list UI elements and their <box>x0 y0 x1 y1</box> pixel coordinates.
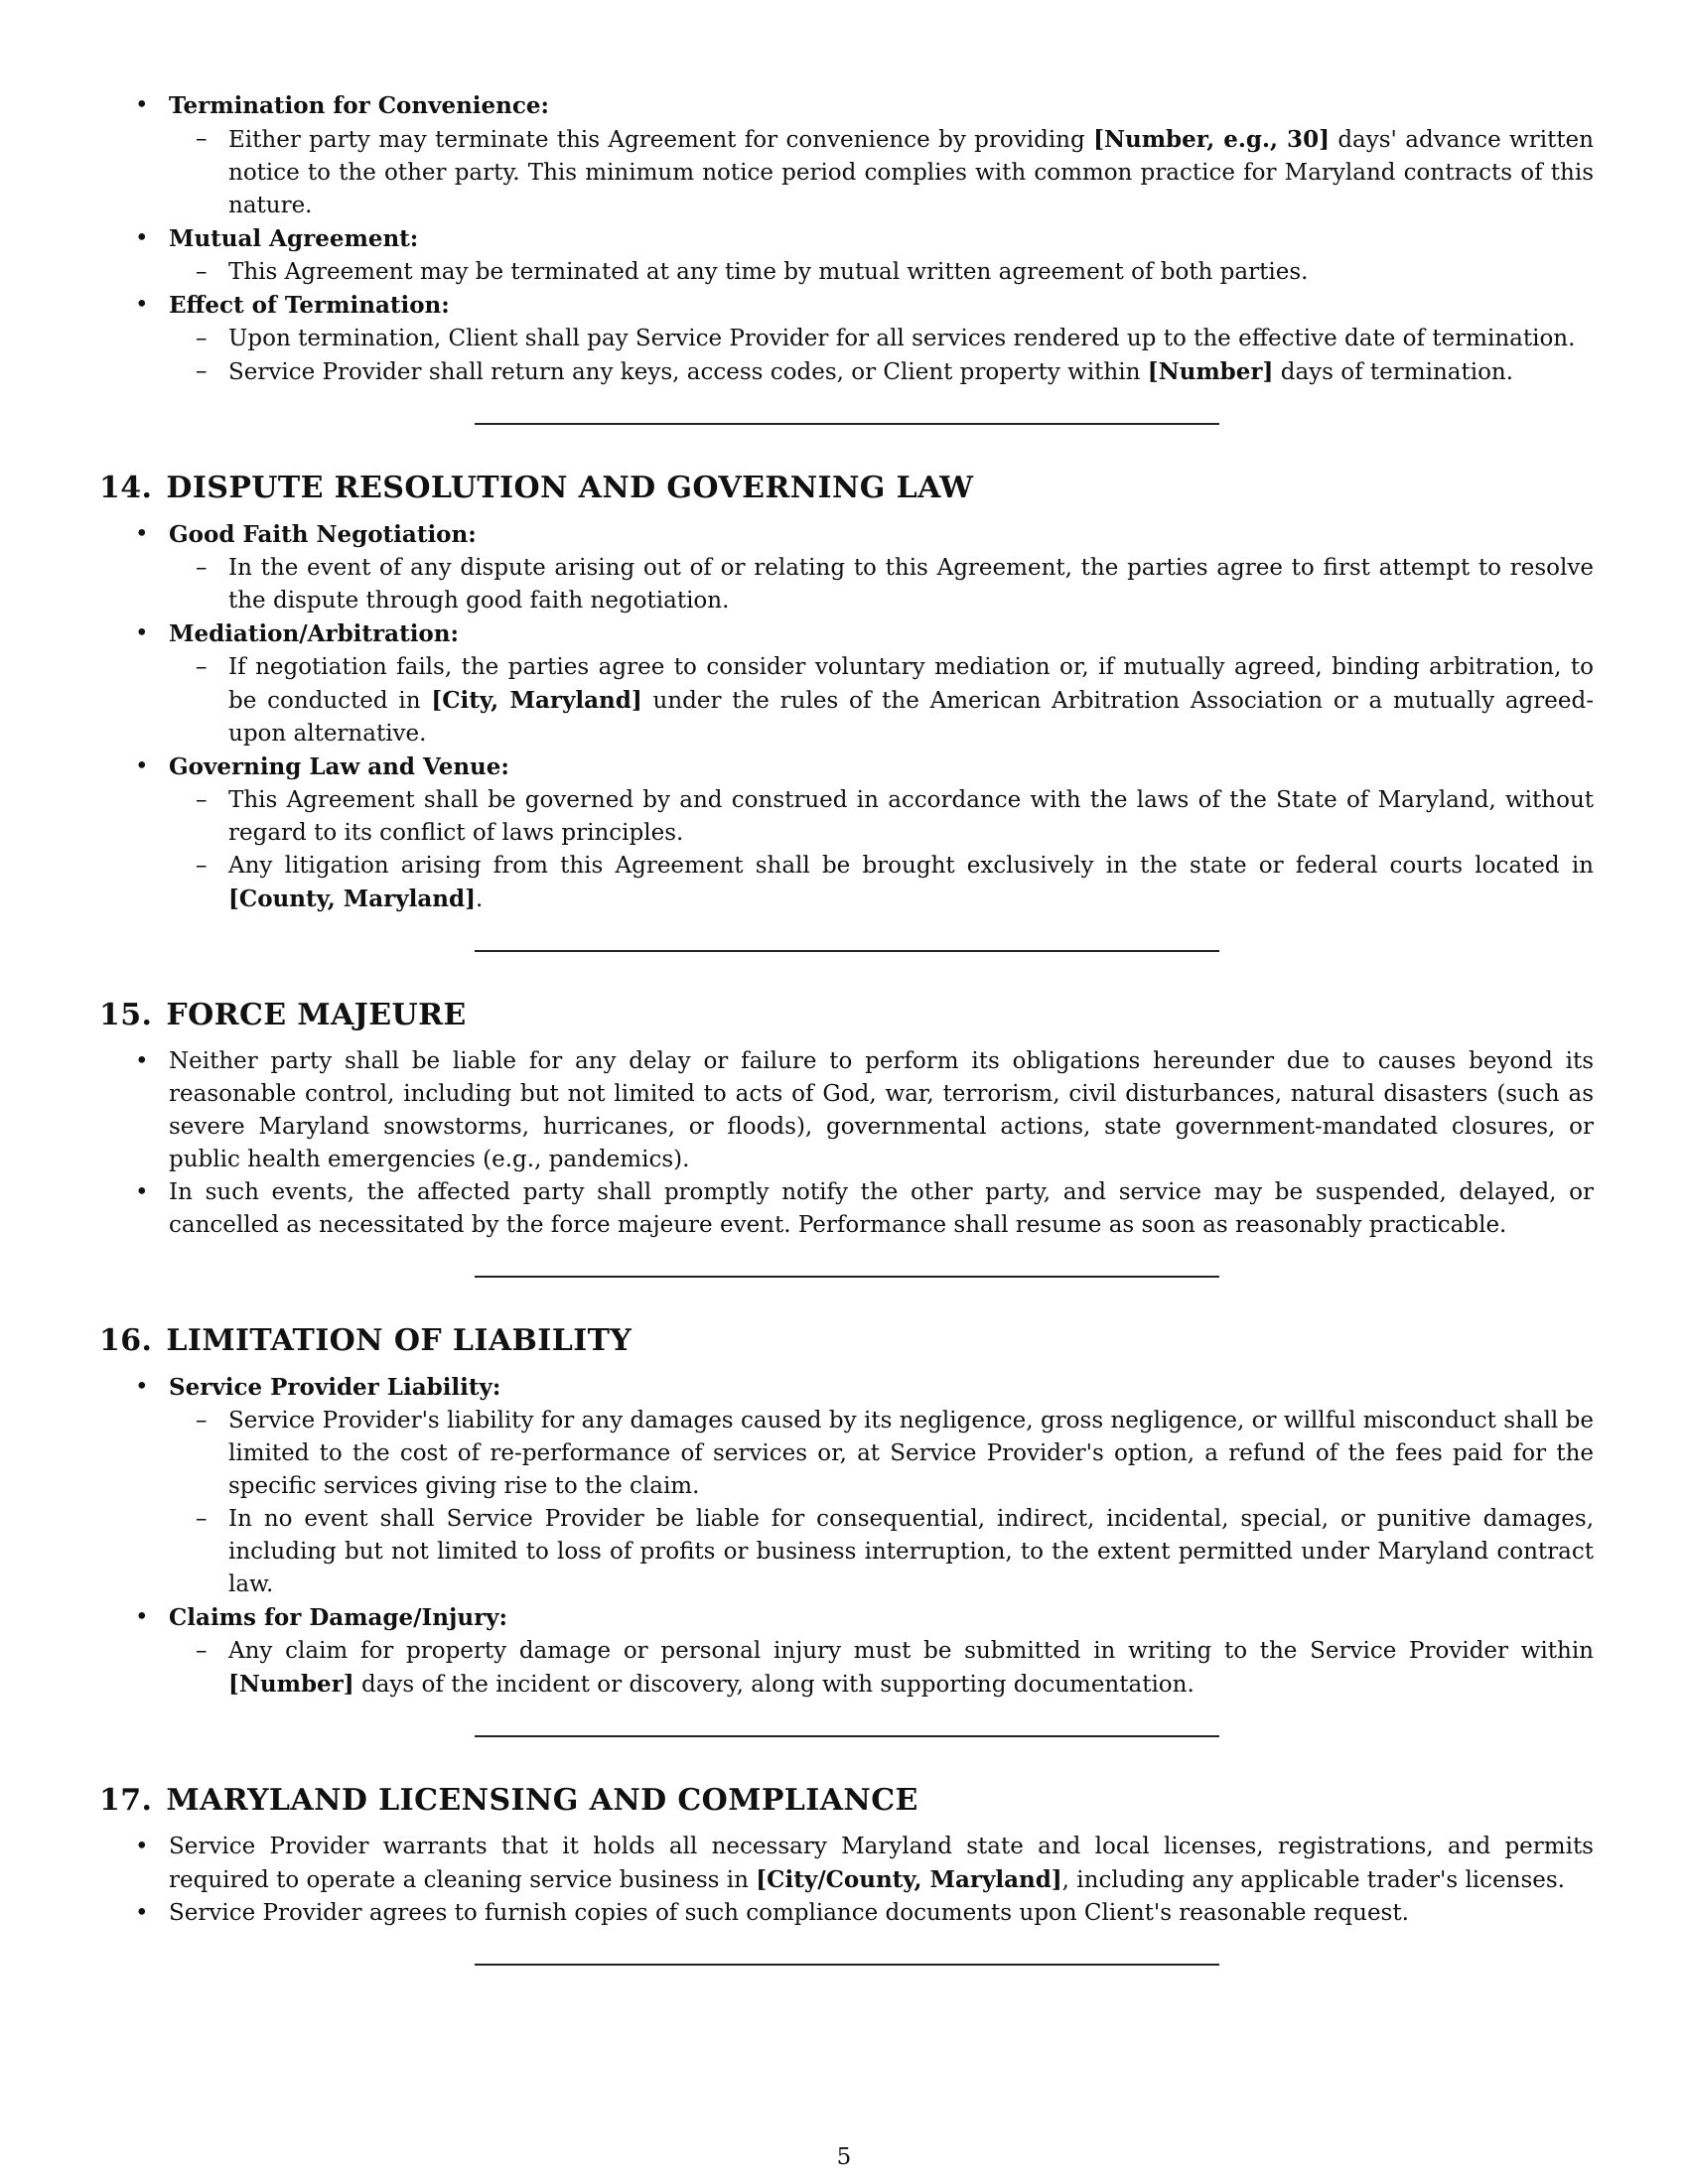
list-item: – In the event of any dispute arising out of or relating to this Agreement, the parties agree to first attempt to resolve the dispute through good faith negotiation. <box>169 552 1594 617</box>
list-item <box>99 1371 1594 1601</box>
placeholder-field: [City/County, Maryland] <box>756 1866 1062 1893</box>
section-divider <box>475 1735 1219 1737</box>
placeholder-field: [County, Maryland] <box>228 886 476 912</box>
section-divider <box>475 1276 1219 1278</box>
section-16-list <box>99 1371 1594 1702</box>
governing-law-heading: Governing Law and Venue: <box>169 753 509 780</box>
list-item: – Any claim for property damage or personal injury must be submitted in writing to the Service Provider within [Number] days of the incident or discovery, along with supporting documentation. <box>169 1635 1594 1702</box>
list-item: – Upon termination, Client shall pay Service Provider for all services rendered up to the effective date of termination. <box>169 323 1594 355</box>
effect-of-termination-heading: Effect of Termination: <box>169 292 450 319</box>
list-item: • Neither party shall be liable for any delay or failure to perform its obligations hereunder due to causes beyond its reasonable control, including but not limited to acts of God, war, terrorism, civil disturbances, natural disasters (such as severe Maryland snowstorms, hurricanes, or floods), governmental actions, state government-mandated closures, or public health emergencies (e.g., pandemics). <box>99 1045 1594 1176</box>
list-item <box>99 289 1594 389</box>
list-item <box>99 617 1594 751</box>
claims-heading: Claims for Damage/Injury: <box>169 1604 508 1631</box>
list-item: – If negotiation fails, the parties agree to consider voluntary mediation or, if mutually agreed, binding arbitration, to be conducted in [City, Maryland] under the rules of the American Arbitration Association or a mutually agreed-upon alternative. <box>169 651 1594 751</box>
section-17-list <box>99 1831 1594 1930</box>
section-divider <box>475 1964 1219 1966</box>
list-item <box>99 222 1594 289</box>
section-divider <box>475 950 1219 952</box>
section-heading-14: 14. DISPUTE RESOLUTION AND GOVERNING LAW <box>99 471 974 505</box>
list-item: – Service Provider's liability for any damages caused by its negligence, gross negligence, or willful misconduct shall be limited to the cost of re-performance of services or, at Service Provider's option, a refund of the fees paid for the specific services giving rise to the claim. <box>169 1405 1594 1503</box>
list-item <box>99 751 1594 916</box>
mutual-agreement-heading: Mutual Agreement: <box>169 225 419 252</box>
list-item: – Either party may terminate this Agreement for convenience by providing [Number, e.g., 30] days' advance written notice to the other party. This minimum notice period complies with common practice for Maryland contracts of this nature. <box>169 123 1594 222</box>
list-item <box>99 1601 1594 1702</box>
mediation-heading: Mediation/Arbitration: <box>169 620 459 647</box>
termination-list <box>99 89 1594 389</box>
list-item: • Service Provider warrants that it holds all necessary Maryland state and local licenses, registrations, and permits required to operate a cleaning service business in [City/County, Maryland], including any applicable trader's licenses. <box>99 1831 1594 1897</box>
list-item: – In no event shall Service Provider be liable for consequential, indirect, incidental, special, or punitive damages, including but not limited to loss of profits or business interruption, to the extent permitted under Maryland contract law. <box>169 1503 1594 1601</box>
document-page <box>99 89 1594 1966</box>
section-heading-15: 15. FORCE MAJEURE <box>99 998 467 1032</box>
section-divider <box>475 423 1219 425</box>
section-heading-17: 17. MARYLAND LICENSING AND COMPLIANCE <box>99 1783 918 1818</box>
list-item <box>99 518 1594 617</box>
list-item: – This Agreement shall be governed by and construed in accordance with the laws of the State of Maryland, without regard to its conflict of laws principles. <box>169 784 1594 850</box>
list-item: – Service Provider shall return any keys, access codes, or Client property within [Number] days of termination. <box>169 355 1594 389</box>
termination-convenience-heading: Termination for Convenience: <box>169 92 550 119</box>
section-heading-16: 16. LIMITATION OF LIABILITY <box>99 1323 633 1358</box>
page-number: 5 <box>836 2144 852 2170</box>
list-item: • Service Provider agrees to furnish copies of such compliance documents upon Client's reasonable request. <box>99 1897 1594 1930</box>
provider-liability-heading: Service Provider Liability: <box>169 1374 501 1401</box>
placeholder-field: [Number, e.g., 30] <box>1093 126 1330 153</box>
placeholder-field: [City, Maryland] <box>431 687 642 714</box>
section-15-list <box>99 1045 1594 1242</box>
list-item: – This Agreement may be terminated at any time by mutual written agreement of both parties. <box>169 256 1594 289</box>
list-item: – Any litigation arising from this Agreement shall be brought exclusively in the state or federal courts located in [County, Maryland]. <box>169 850 1594 916</box>
placeholder-field: [Number] <box>228 1671 354 1698</box>
good-faith-heading: Good Faith Negotiation: <box>169 521 477 548</box>
list-item: • In such events, the affected party shall promptly notify the other party, and service may be suspended, delayed, or cancelled as necessitated by the force majeure event. Performance shall resume as soon as reasonably practicable. <box>99 1176 1594 1242</box>
section-14-list <box>99 518 1594 916</box>
list-item <box>99 89 1594 222</box>
placeholder-field: [Number] <box>1147 358 1274 385</box>
